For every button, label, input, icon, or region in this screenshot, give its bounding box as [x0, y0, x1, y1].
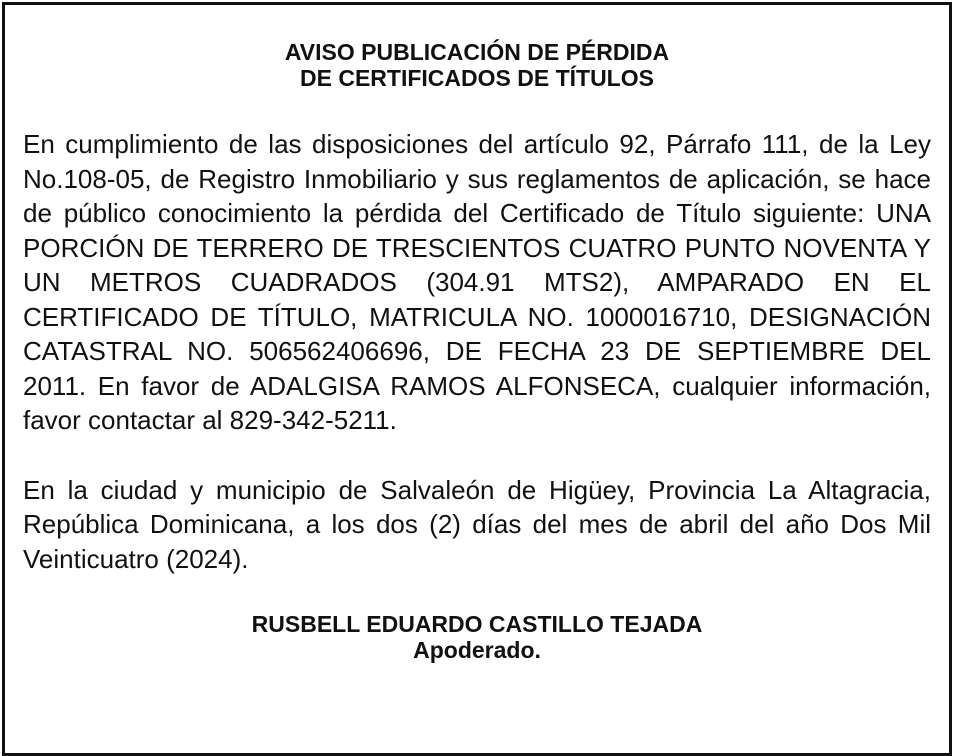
notice-title-line1: AVISO PUBLICACIÓN DE PÉRDIDA [284, 39, 670, 65]
signer-name: RUSBELL EDUARDO CASTILLO TEJADA [251, 611, 703, 637]
notice-body-paragraph: En cumplimiento de las disposiciones del artículo 92, Párrafo 111, de la Ley No.108-05, de Registro Inmobiliario y sus reglamentos de aplicación, se hace de público conocimiento la pérdida del Certificado de Título siguiente: UNA PORCIÓN DE TERRERO DE TRESCIENTOS CUATRO PUNTO NOVENTA Y UN METROS CUADRADOS (304.91 MTS2), AMPARADO EN EL CERTIFICADO DE TÍTULO, MATRICULA NO. 1000016710, DESIGNACIÓN CATASTRAL NO. 506562406696, DE FECHA 23 DE SEPTIEMBRE DEL 2011. En favor de ADALGISA RAMOS ALFONSECA, cualquier información, favor contactar al 829-342-5211. [23, 129, 931, 435]
notice-content [23, 39, 931, 663]
signature-block [23, 611, 931, 663]
notice-border [2, 2, 952, 756]
notice-title [23, 39, 931, 91]
notice-location-date-paragraph: En la ciudad y municipio de Salvaleón de Higüey, Provincia La Altagracia, República Dominicana, a los dos (2) días del mes de abril del año Dos Mil Veinticuatro (2024). [23, 474, 931, 574]
notice-title-line2: DE CERTIFICADOS DE TÍTULOS [300, 65, 654, 91]
signer-role: Apoderado. [413, 637, 541, 663]
